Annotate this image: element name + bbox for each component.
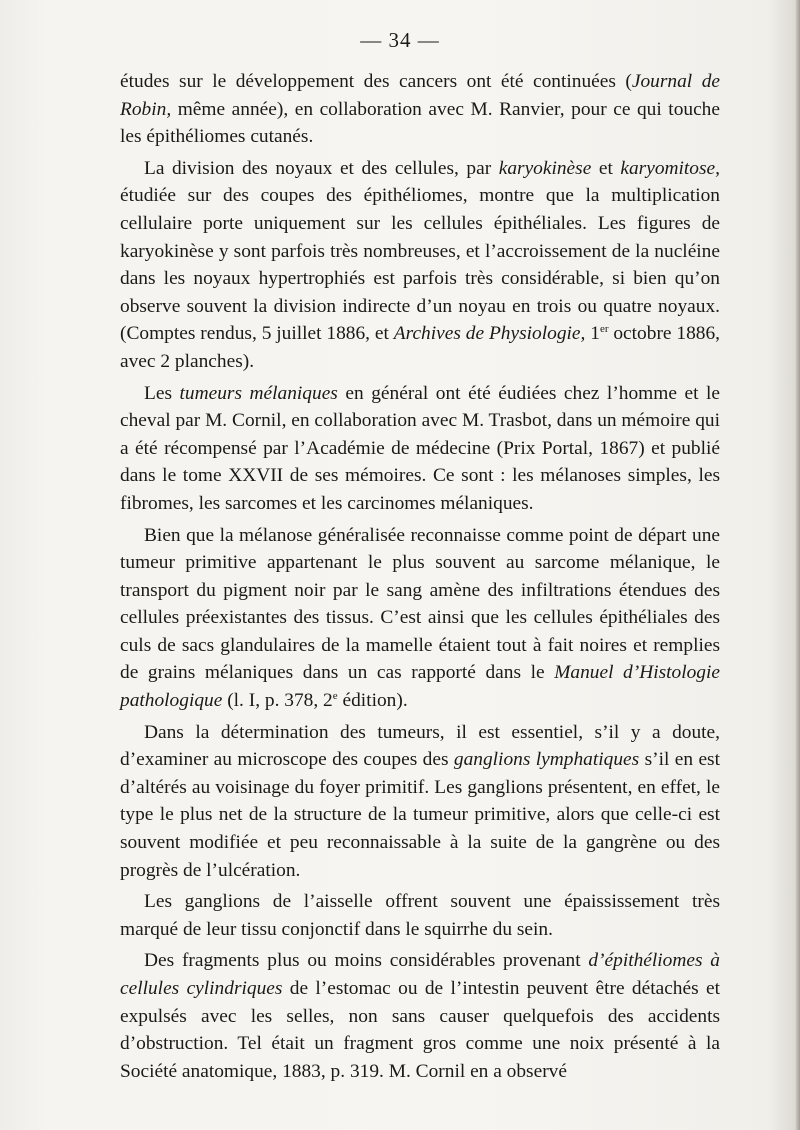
- term-tumeurs-melaniques: tumeurs mélaniques: [179, 382, 338, 404]
- paragraph-2: La division des noyaux et des cellules, par karyokinèse et karyomitose, étudiée sur des coupes des épithéliomes, montre que la multiplication cellulaire porte uniquement sur les cellules épithéliales. Les figures de karyokinèse y sont parfois très nombreuses, et l’accroissement de la nucléine dans les noyaux hypertrophiés est parfois très considérable, si bien qu’on observe souvent la division indirecte d’un noyau en trois ou quatre noyaux. (Comptes rendus, 5 juillet 1886, et Archives de Physiologie, 1er octobre 1886, avec 2 planches).: [120, 157, 721, 372]
- term-ganglions-lymphatiques: ganglions lymphatiques: [453, 749, 640, 771]
- term-karyomitose: karyomitose,: [620, 157, 720, 179]
- paragraph-3: Les tumeurs mélaniques en général ont été éudiées chez l’homme et le cheval par M. Cornil, en collaboration avec M. Trasbot, dans un mémoire qui a été récompensé par l’Académie de médecine (Prix Portal, 1867) et publié dans le tome XXVII de ses mémoires. Ce sont : les mélanoses simples, les fibromes, les sarcomes et les carcinomes mélaniques.: [120, 382, 720, 514]
- paragraph-1: études sur le développement des cancers ont été continuées (Journal de Robin, même année), en collaboration avec M. Ranvier, pour ce qui touche les épithéliomes cutanés.: [120, 71, 720, 148]
- paragraph-4: Bien que la mélanose généralisée reconnaisse comme point de départ une tumeur primitive appartenant le plus souvent au sarcome mélanique, le transport du pigment noir par le sang amène des infiltrations étendues des cellules préexistantes des tissus. C’est ainsi que les cellules épithéliales des culs de sacs glandulaires de la mamelle étaient tout à fait noires et remplies de grains mélaniques dans un cas rapporté dans le Manuel d’Histologie pathologique (l. I, p. 378, 2e édition).: [120, 524, 720, 712]
- paragraph-7: Des fragments plus ou moins considérables provenant d’épithéliomes à cellules cylindriques de l’estomac ou de l’intestin peuvent être détachés et expulsés avec les selles, non sans causer quelquefois des accidents d’obstruction. Tel était un fragment gros comme une noix présenté à la Société anatomique, 1883, p. 319. M. Cornil en a observé: [120, 950, 720, 1082]
- page-number: — 34 —: [360, 28, 440, 52]
- paragraph-5: Dans la détermination des tumeurs, il est essentiel, s’il y a doute, d’examiner au microscope des coupes des ganglions lymphatiques s’il en est d’altérés au voisinage du foyer primitif. Les ganglions présentent, en effet, le type le plus net de la structure de la tumeur primitive, alors que celle-ci est souvent modifiée et peu reconnaissable à la suite de la gangrène ou des progrès de l’ulcération.: [120, 721, 720, 881]
- term-karyokinese: karyokinèse: [498, 157, 592, 179]
- journal-title: Journal de Robin,: [120, 71, 720, 120]
- manuel-title: Manuel d’Histologie pathologique: [120, 662, 720, 712]
- paragraph-6: Les ganglions de l’aisselle offrent souvent une épaississement très marqué de leur tissu conjonctif dans le squirrhe du sein.: [120, 891, 720, 940]
- archives-title: Archives de Physiologie,: [393, 323, 586, 345]
- term-epitheliomes-cylindriques: d’épithéliomes à cellules cylindriques: [120, 950, 720, 999]
- body-text: [120, 68, 720, 1089]
- page-edge-shadow: [794, 0, 800, 1130]
